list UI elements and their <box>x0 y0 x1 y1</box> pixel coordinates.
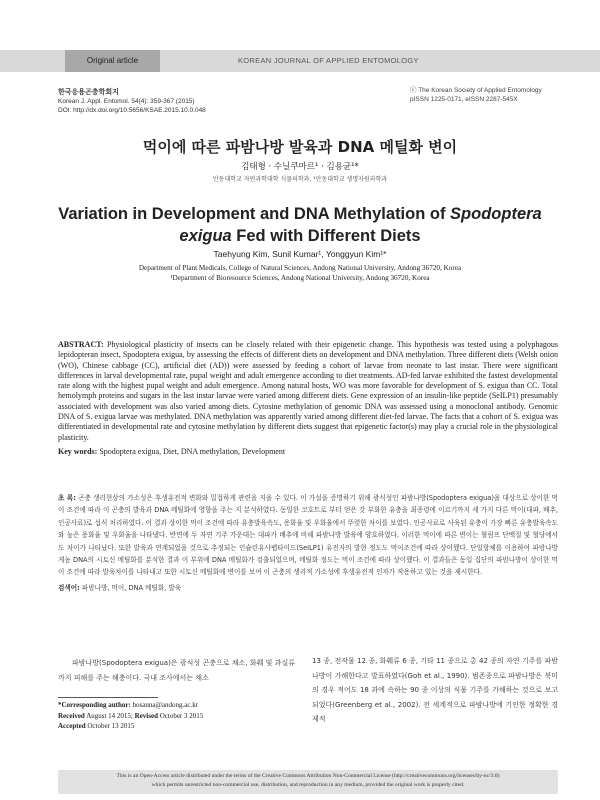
journal-name: KOREAN JOURNAL OF APPLIED ENTOMOLOGY <box>238 56 419 65</box>
keywords-text: Spodoptera exigua, Diet, DNA methylation, Development <box>99 446 286 456</box>
title-part-2: Fed with Different Diets <box>231 227 421 245</box>
korean-affiliation: 안동대학교 자연과학대학 식물의학과, ¹안동대학교 생명자원과학과 <box>212 176 388 183</box>
corresponding-email[interactable]: hosanna@andong.ac.kr <box>132 701 199 709</box>
korean-title: 먹이에 따른 파밤나방 발육과 DNA 메틸화 변이 <box>142 138 458 156</box>
body-column-right: 13 종, 전작물 12 종, 화훼류 6 종, 기타 11 종으로 총 42 종의 자연 기주를 파밤나방이 가해한다고 발표하였다(Goh et al., 1990). 범존종으로 파밤나방은 북미의 경우 적어도 18 과에 속하는 90 종 이상의 식물 기주를 가해하는 것으로 보고되었다(Greenberg et al., 2002). 전 세계적으로 파밤나방에 기인한 정확한 경제적 <box>312 657 558 723</box>
english-authors: Taehyung Kim, Sunil Kumar¹, Yonggyun Kim¹* <box>213 249 387 259</box>
korean-keywords <box>58 582 558 594</box>
footnote <box>58 700 298 732</box>
accepted-date: October 13 2015 <box>87 722 135 730</box>
english-title <box>40 203 560 247</box>
accepted-line <box>58 721 298 732</box>
issn: pISSN 1225-0171, eISSN 2287-545X <box>410 96 518 103</box>
copyright-block <box>410 86 542 104</box>
article-type-label: Original article <box>65 50 160 72</box>
keywords <box>58 447 558 457</box>
accepted-label: Accepted <box>58 722 86 730</box>
affiliation-line-2: ¹Department of Bioresource Sciences, Andong National University, Andong 36720, Korea <box>170 274 430 282</box>
journal-korean-name: 한국응용곤충학회지 <box>58 89 119 96</box>
open-access-line-2: which permits unrestricted non-commercial use, distribution, and reproduction in any medium, provided the original work is properly cited. <box>151 781 465 788</box>
korean-abstract-body <box>58 492 558 579</box>
citation-block <box>58 88 206 115</box>
body-column-left: 파밤나방(Spodoptera exigua)은 광식성 곤충으로 채소, 화훼 및 과실류까지 피해를 주는 해충이다. 국내 조사에서는 채소 <box>58 659 295 682</box>
korean-authors: 김태형 · 수닐쿠마르¹ · 김용균¹* <box>241 162 359 172</box>
korean-abstract-label: 초 록: <box>58 494 76 502</box>
korean-keywords-label: 검색어: <box>58 583 80 592</box>
open-access-notice <box>58 770 558 794</box>
korean-keywords-text: 파밤나방, 먹이, DNA 메틸화, 발육 <box>81 583 182 592</box>
corresponding-label: *Corresponding author: <box>58 701 131 709</box>
footnote-divider <box>58 697 158 698</box>
received-label: Received <box>58 711 85 720</box>
abstract <box>58 340 558 457</box>
journal-header-bar <box>0 50 600 72</box>
corresponding-author <box>58 700 298 711</box>
doi-link[interactable]: DOI: http://dx.doi.org/10.5656/KSAE.2015.10.0.048 <box>58 107 206 114</box>
title-species: Spodoptera exigua <box>179 205 542 245</box>
title-part-1: Variation in Development and DNA Methylation of <box>58 205 451 223</box>
copyright-notice: ⓒ The Korean Society of Applied Entomology <box>410 87 542 94</box>
keywords-label: Key words: <box>58 446 98 456</box>
revised-label: Revised <box>134 711 158 720</box>
korean-abstract-text: 곤충 생리현상의 가소성은 후생유전적 변화와 밀접하게 관련을 지을 수 있다. 이 가설을 증명하기 위해 광식성인 파밤나방(Spodoptera exigua)을 대상으로 상이한 먹이 조건에 따라 이 곤충의 발육과 DNA 메틸화에 영향을 주는 지 분석하였다. 동일한 코호트로 부터 얻은 갓 부화한 유충을 최종령에 이르기까지 세 가지 다른 먹이(대파, 배추, 인공사료)로 섭식 처리하였다. 이 결과 상이한 먹이 조건에 따라 유충발육속도, 용화율 및 우화율에서 뚜렷한 차이를 보였다. 인공사료로 사육된 유충이 가장 빠른 유충발육속도와 높은 용화율 및 우화율을 나타냈다. 반면에 두 자연 기주 가운데는 대파가 배추에 비해 파밤나방 발육에 양호하였다. 이러한 먹이에 따른 변이는 혈림프 단백질 및 혈당에서도 차이가 나타났다. 또한 발육과 연계되었을 것으로 추정되는 인슐린유사펩타이드(SeILP1) 유전자의 발현 정도도 먹이조건에 따라 상이했다. 단일항체를 이용하여 파밤나방 게놈 DNA의 시토신 메틸화를 분석한 결과 이 부위에 DNA 메틸화가 검출되었으며, 메틸화 정도는 먹이 조건에 따라 상이했다. 이 결과들은 동일 집단의 파밤나방이 상이한 먹이 조건에 따라 발육차이를 나타내고 또한 시토신 메틸화에 변이를 보여 이 곤충의 생리적 가소성에 후생유전적 인자가 작용하고 있는 것을 제시한다. <box>58 494 558 577</box>
affiliation-line-1: Department of Plant Medicals, College of Natural Sciences, Andong National University, Andong 36720, Korea <box>138 264 462 272</box>
abstract-text: Physiological plasticity of insects can be closely related with their epigenetic change. This hypothesis was tested using a polyphagous lepidopteran insect, Spodoptera exigua, by assessing the effects of different diets on development and DNA methylation. Three different diets (Welsh onion (WO), Chinese cabbage (CC), artificial diet (AD)) were assessed by feeding a cohort of larvae from neonate to last instar. There were significant differences in larval developmental rate, pupal weight and adult emergence according to diet treatments. AD-fed larvae exhibited the fastest developmental rate along with the highest pupal weight and adult emergence. Among natural hosts, WO was more favorable for development of S. exigua than CC. Total hemolymph proteins and sugars in the last instar larvae were varied among different diets. Gene expression of an insulin-like peptide (SeILP1) presumably associated with development was also varied among diets. Cytosine methylation of genomic DNA was assessed using a monoclonal antibody. Genomic DNA of S. exigua larvae was methylated. DNA methylation was apparently varied among different diet-fed larvae. The facts that a cohort of S. exigua was differentiated in developmental rate and cytosine methylation by different diets suggest that epigenetic factor(s) may play a crucial role in the physiological plasticity. <box>58 340 559 442</box>
abstract-label: ABSTRACT: <box>58 340 104 349</box>
received-date: August 14 2015; <box>86 711 133 720</box>
received-revised <box>58 711 298 722</box>
revised-date: October 3 2015 <box>159 711 204 720</box>
korean-abstract <box>58 492 558 594</box>
abstract-body <box>58 340 558 443</box>
citation: Korean J. Appl. Entomol. 54(4): 359-367 (2015) <box>58 98 195 105</box>
english-affiliation <box>0 263 600 283</box>
open-access-line-1: This is an Open-Access article distributed under the terms of the Creative Commons Attribution Non-Commercial License (http://creativecommons.org/licenses/by-nc/3.0) <box>116 773 500 779</box>
